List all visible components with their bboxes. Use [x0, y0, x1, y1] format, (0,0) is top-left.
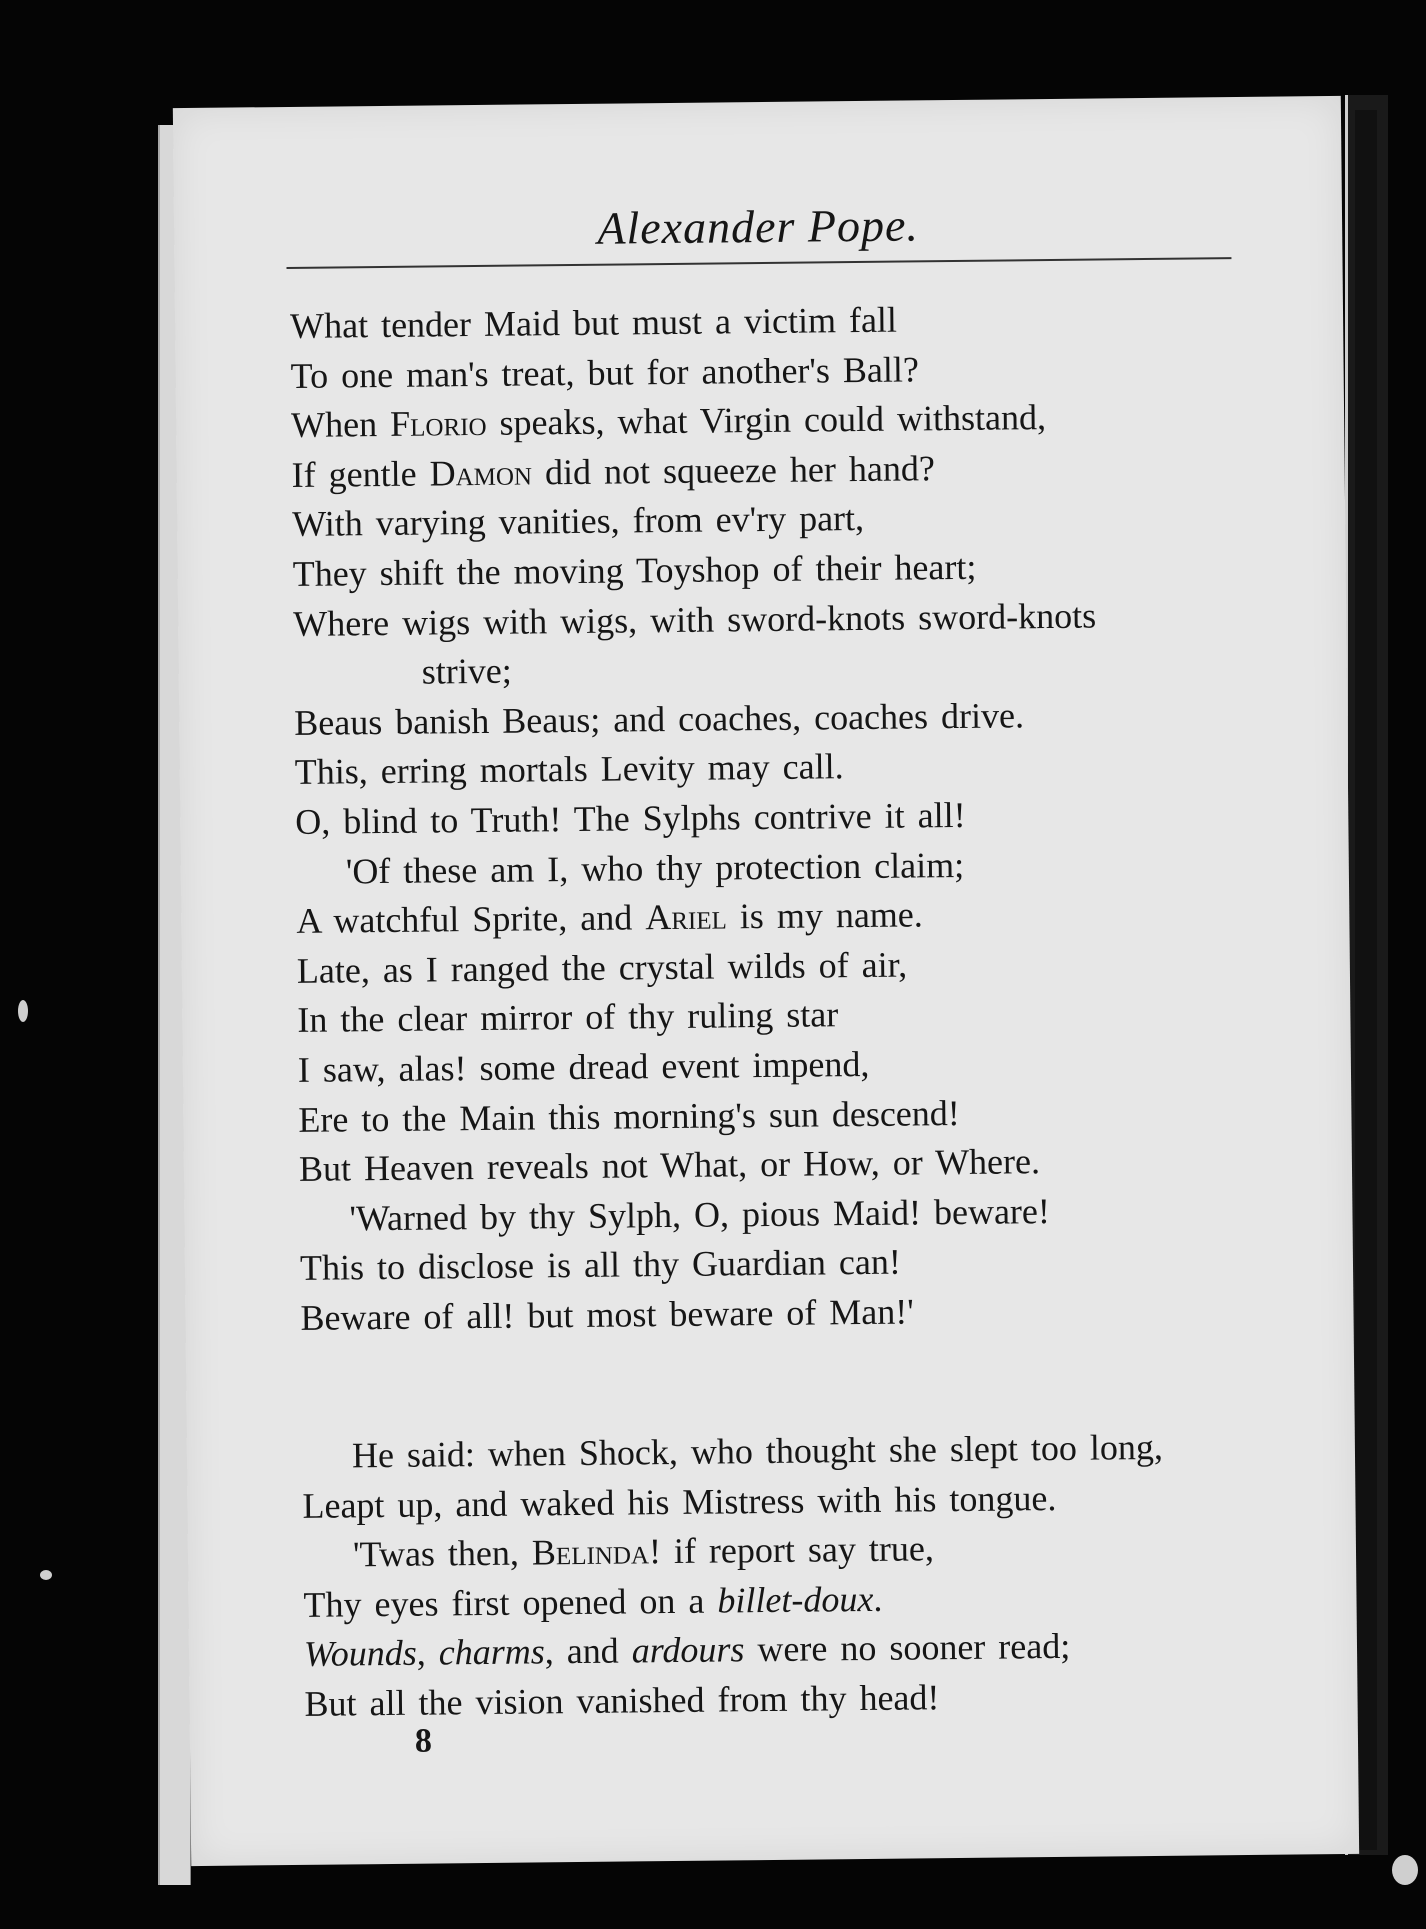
verse-text: Beware of all! but most beware of Man!' — [300, 1291, 914, 1338]
proper-name: Ariel — [645, 896, 728, 938]
italic-word: charms — [438, 1631, 545, 1673]
verse-text: But all the vision vanished from thy head! — [304, 1677, 940, 1724]
verse-text: He said: when Shock, who thought she slept too long, — [351, 1426, 1164, 1476]
proper-name: Belinda — [531, 1531, 650, 1573]
verse-text: , — [416, 1632, 439, 1674]
verse-text: They shift the moving Toyshop of their heart; — [292, 546, 977, 594]
verse-text: is my name. — [726, 894, 923, 937]
verse-block-1 — [290, 292, 1261, 1343]
verse-text: Ere to the Main this morning's sun descend! — [298, 1092, 960, 1140]
verse-text: Late, as I ranged the crystal wilds of air, — [296, 944, 908, 991]
verse-text: Beaus banish Beaus; and coaches, coaches drive. — [294, 695, 1025, 743]
verse-text: When — [290, 404, 391, 446]
verse-text: I saw, alas! some dread event impend, — [297, 1043, 870, 1090]
verse-text: A watchful Sprite, and — [296, 897, 646, 942]
verse-text: strive; — [421, 650, 512, 692]
verse-text: . — [873, 1578, 883, 1619]
verse-block-2 — [302, 1422, 1265, 1730]
verse-text: But Heaven reveals not What, or How, or Where. — [298, 1141, 1041, 1189]
verse-text: To one man's treat, but for another's Ball? — [290, 348, 920, 396]
verse-text: With varying vanities, from ev'ry part, — [291, 498, 865, 545]
verse-text: If gentle — [291, 453, 430, 495]
verse-line — [304, 1670, 1264, 1730]
proper-name: Florio — [389, 403, 487, 445]
page-number: 8 — [414, 1722, 433, 1760]
verse-text: What tender Maid but must a victim fall — [289, 299, 898, 346]
verse-text: speaks, what Virgin could withstand, — [486, 397, 1047, 444]
verse-text: This, erring mortals Levity may call. — [294, 746, 844, 793]
proper-name: Damon — [429, 452, 533, 494]
italic-word: billet-doux — [717, 1578, 874, 1621]
verse-text: Leapt up, and waked his Mistress with his tongue. — [302, 1477, 1057, 1526]
verse-text: 'Of these am I, who thy protection claim; — [345, 844, 965, 891]
scan-speck — [40, 1570, 52, 1580]
verse-text: were no sooner read; — [744, 1626, 1071, 1670]
scan-speck — [18, 1000, 28, 1022]
verse-line — [302, 1422, 1262, 1482]
verse-text: Where wigs with wigs, with sword-knots sword-knots — [293, 595, 1097, 644]
verse-text: In the clear mirror of thy ruling star — [297, 994, 839, 1041]
book-page — [173, 96, 1359, 1866]
verse-text: Thy eyes first opened on a — [303, 1580, 718, 1625]
verse-line — [300, 1284, 1260, 1344]
running-title: Alexander Pope. — [597, 199, 920, 254]
scan-speck — [1392, 1855, 1418, 1885]
verse-text: , and — [544, 1630, 632, 1672]
verse-text: ! if report say true, — [648, 1528, 935, 1572]
verse-text: This to disclose is all thy Guardian can! — [299, 1241, 902, 1289]
verse-text: 'Twas then, — [352, 1532, 533, 1575]
italic-word: ardours — [631, 1629, 745, 1671]
book-spine-shadow — [1355, 110, 1377, 1850]
verse-text: 'Warned by thy Sylph, O, pious Maid! beware! — [349, 1190, 1051, 1239]
verse-text: did not squeeze her hand? — [531, 447, 936, 493]
verse-text: O, blind to Truth! The Sylphs contrive it all! — [295, 794, 966, 842]
italic-word: Wounds — [303, 1633, 417, 1675]
header-rule — [286, 257, 1231, 269]
